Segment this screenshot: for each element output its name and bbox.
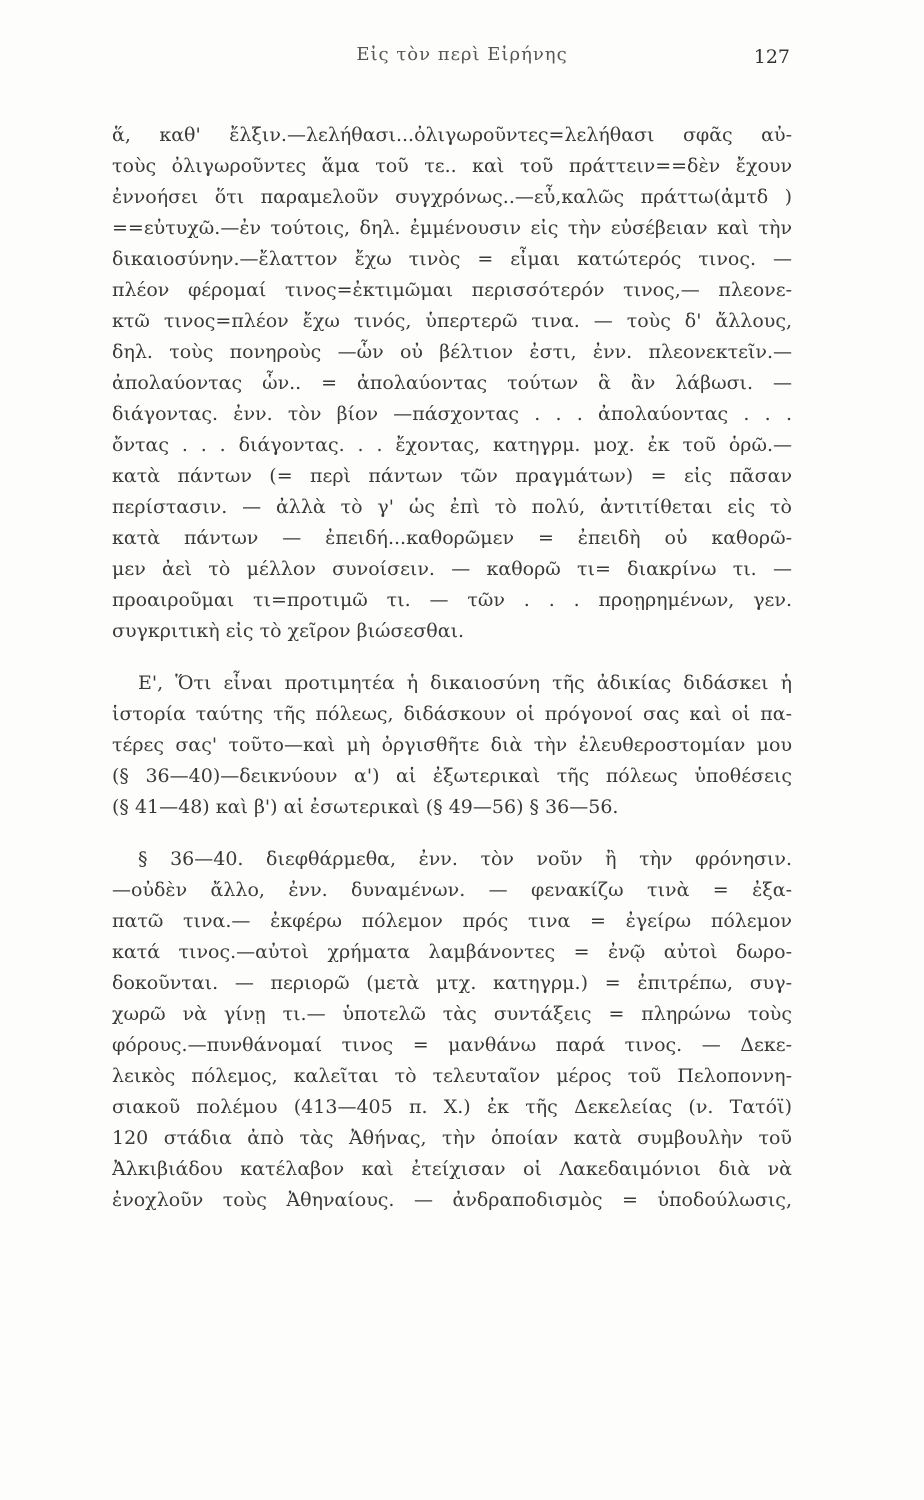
paragraph-gap: [112, 823, 792, 844]
text-line: (§ 41—48) καὶ β') αἱ ἐσωτερικαὶ (§ 49—56) § 36—56.: [112, 796, 619, 818]
text-line: ἅ, καθ' ἔλξιν.—λελήθασι...ὀλιγωροῦντες=λελήθασι σφᾶς αὐ-: [112, 124, 792, 146]
text-line: λεικὸς πόλεμος, καλεῖται τὸ τελευταῖον μέρος τοῦ Πελοποννη-: [112, 1065, 792, 1087]
text-line: πλέον φέρομαί τινος=ἐκτιμῶμαι περισσότερόν τινος,— πλεονε-: [112, 279, 792, 301]
text-line: δικαιοσύνην.—ἔλαττον ἔχω τινὸς = εἶμαι κατώτερός τινος. —: [112, 248, 792, 270]
text-line: συγκριτικὴ εἰς τὸ χεῖρον βιώσεσθαι.: [112, 620, 465, 642]
text-line: τέρες σας' τοῦτο—καὶ μὴ ὀργισθῆτε διὰ τὴν ἐλευθεροστομίαν μου: [112, 734, 792, 756]
text-line: δηλ. τοὺς πονηροὺς —ὧν οὐ βέλτιον ἐστι, ἐνν. πλεονεκτεῖν.—: [112, 341, 792, 363]
text-line: § 36—40. διεφθάρμεθα, ἐνν. τὸν νοῦν ἢ τὴν φρόνησιν.: [138, 848, 792, 870]
text-line: φόρους.—πυνθάνομαί τινος = μανθάνω παρά τινος. — Δεκε-: [112, 1034, 792, 1056]
running-head: [0, 44, 924, 74]
text-line: —οὐδὲν ἄλλο, ἐνν. δυναμένων. — φενακίζω τινὰ = ἐξα-: [112, 879, 792, 901]
text-line: ἐννοήσει ὅτι παραμελοῦν συγχρόνως..—εὖ,καλῶς πράττω(ἀμτδ ): [112, 186, 792, 208]
paragraph-gap: [112, 647, 792, 668]
text-block: [112, 120, 792, 1216]
text-line: ==εὐτυχῶ.—ἐν τούτοις, δηλ. ἐμμένουσιν εἰς τὴν εὐσέβειαν καὶ τὴν: [112, 217, 792, 239]
text-line: κτῶ τινος=πλέον ἔχω τινός, ὑπερτερῶ τινα. — τοὺς δ' ἄλλους,: [112, 310, 792, 332]
page-number: 127: [753, 46, 790, 68]
section-heading-line: Ε', Ὅτι εἶναι προτιμητέα ἡ δικαιοσύνη τῆς ἀδικίας διδάσκει ἡ: [138, 672, 792, 694]
text-line: διάγοντας. ἐνν. τὸν βίον —πάσχοντας . . . ἀπολαύοντας . . .: [112, 403, 792, 425]
text-line: τοὺς ὀλιγωροῦντες ἅμα τοῦ τε.. καὶ τοῦ πράττειν==δὲν ἔχουν: [112, 155, 792, 177]
text-line: Ἀλκιβιάδου κατέλαβον καὶ ἐτείχισαν οἱ Λακεδαιμόνιοι διὰ νὰ: [112, 1158, 792, 1180]
text-line: περίστασιν. — ἀλλὰ τὸ γ' ὡς ἐπὶ τὸ πολύ, ἀντιτίθεται εἰς τὸ: [112, 496, 792, 518]
text-line: κατὰ πάντων (= περὶ πάντων τῶν πραγμάτων) = εἰς πᾶσαν: [112, 465, 792, 487]
text-line: (§ 36—40)—δεικνύουν α') αἱ ἐξωτερικαὶ τῆς πόλεως ὑποθέσεις: [112, 765, 792, 787]
text-line: προαιροῦμαι τι=προτιμῶ τι. — τῶν . . . προῃρημένων, γεν.: [112, 589, 792, 611]
running-title: Εἰς τὸν περὶ Εἰρήνης: [356, 44, 568, 65]
text-line: σιακοῦ πολέμου (413—405 π. Χ.) ἐκ τῆς Δεκελείας (ν. Τατόϊ): [112, 1096, 792, 1118]
text-line: χωρῶ νὰ γίνῃ τι.— ὑποτελῶ τὰς συντάξεις = πληρώνω τοὺς: [112, 1003, 792, 1025]
text-line: ἱστορία ταύτης τῆς πόλεως, διδάσκουν οἱ πρόγονοί σας καὶ οἱ πα-: [112, 703, 792, 725]
text-line: κατά τινος.—αὐτοὶ χρήματα λαμβάνοντες = ἐνῷ αὐτοὶ δωρο-: [112, 941, 792, 963]
text-line: δοκοῦνται. — περιορῶ (μετὰ μτχ. κατηγρμ.) = ἐπιτρέπω, συγ-: [112, 972, 792, 994]
text-line: 120 στάδια ἀπὸ τὰς Ἀθήνας, τὴν ὁποίαν κατὰ συμβουλὴν τοῦ: [112, 1127, 792, 1149]
text-line: πατῶ τινα.— ἐκφέρω πόλεμον πρός τινα = ἐγείρω πόλεμον: [112, 910, 792, 932]
text-line: ἀπολαύοντας ὧν.. = ἀπολαύοντας τούτων ἃ ἂν λάβωσι. —: [112, 372, 792, 394]
text-line: μεν ἀεὶ τὸ μέλλον συνοίσειν. — καθορῶ τι= διακρίνω τι. —: [112, 558, 792, 580]
text-line: κατὰ πάντων — ἐπειδή...καθορῶμεν = ἐπειδὴ οὐ καθορῶ-: [112, 527, 792, 549]
text-line: ἐνοχλοῦν τοὺς Ἀθηναίους. — ἀνδραποδισμὸς = ὑποδούλωσις,: [112, 1189, 792, 1211]
text-line: ὄντας . . . διάγοντας. . . ἔχοντας, κατηγρμ. μοχ. ἐκ τοῦ ὁρῶ.—: [112, 434, 792, 456]
